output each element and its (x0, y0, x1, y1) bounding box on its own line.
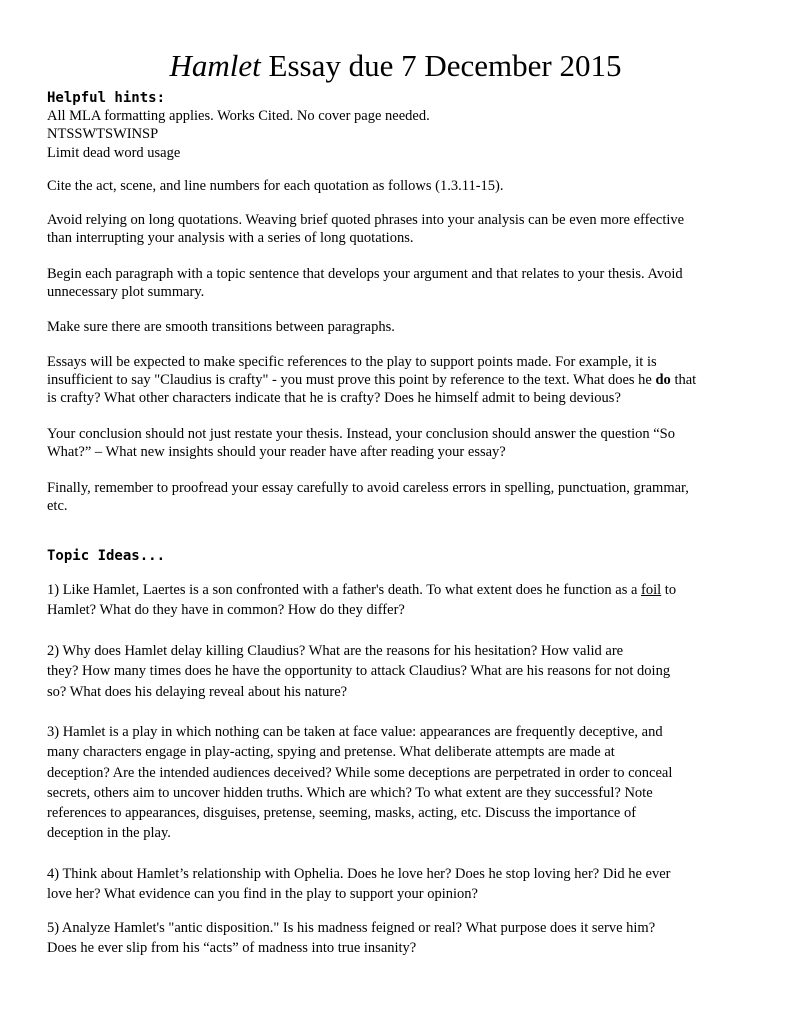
paragraph-line: unnecessary plot summary. (47, 284, 205, 301)
paragraph-line: references to appearances, disguises, pretense, seeming, masks, acting, etc. Discuss the importance of (47, 805, 637, 822)
text-run: 1) Like Hamlet, Laertes is a son confronted with a father's death. To what extent does he function as a (47, 582, 642, 598)
paragraph-line: 3) Hamlet is a play in which nothing can be taken at face value: appearances are frequently deceptive, and (47, 724, 663, 740)
paragraph-line: Cite the act, scene, and line numbers for each quotation as follows (1.3.11-15). (47, 178, 504, 194)
topic-idea-4 (47, 864, 747, 905)
topic-idea-3 (47, 722, 747, 844)
avoid-quotations-paragraph (47, 211, 747, 247)
paragraph-line: Hamlet? What do they have in common? How do they differ? (47, 602, 405, 619)
emphasis-do: do (655, 372, 671, 389)
paragraph-line: Essays will be expected to make specific references to the play to support points made. For example, it is (47, 354, 657, 370)
conclusion-paragraph (47, 425, 747, 461)
paragraph-line: than interrupting your analysis with a series of long quotations. (47, 230, 414, 247)
hint-line: NTSSWTSWINSP (47, 126, 159, 143)
title-play-name: Hamlet (169, 48, 261, 83)
paragraph-line: 2) Why does Hamlet delay killing Claudius? What are the reasons for his hesitation? How valid are (47, 643, 624, 659)
paragraph-line: deception? Are the intended audiences deceived? While some deceptions are perpetrated in order to conceal (47, 764, 673, 781)
specific-references-paragraph (47, 353, 747, 408)
underlined-foil: foil (641, 582, 662, 598)
topic-idea-2 (47, 641, 747, 702)
paragraph-line (47, 580, 747, 600)
text-run: to (661, 582, 677, 598)
paragraph-line (47, 371, 747, 389)
hint-line: Limit dead word usage (47, 144, 181, 161)
paragraph-line: love her? What evidence can you find in the play to support your opinion? (47, 886, 478, 903)
paragraph-line: etc. (47, 498, 68, 515)
helpful-hints-heading: Helpful hints: (47, 90, 166, 106)
paragraph-line: secrets, others aim to uncover hidden truths. Which are which? To what extent are they successful? Note (47, 784, 653, 801)
paragraph-line: Begin each paragraph with a topic sentence that develops your argument and that relates to your thesis. Avoid (47, 266, 683, 282)
helpful-hints-section (47, 89, 747, 162)
document-title (0, 47, 791, 85)
topic-idea-1 (47, 580, 747, 621)
paragraph-line: Does he ever slip from his “acts” of madness into true insanity? (47, 940, 417, 957)
paragraph-line: Make sure there are smooth transitions between paragraphs. (47, 319, 395, 335)
paragraph-line: What?” – What new insights should your reader have after reading your essay? (47, 444, 506, 461)
text-run: insufficient to say "Claudius is crafty" - you must prove this point by reference to the text. What does he (47, 372, 656, 389)
hint-line: All MLA formatting applies. Works Cited. No cover page needed. (47, 108, 430, 125)
paragraph-line: 5) Analyze Hamlet's "antic disposition." Is his madness feigned or real? What purpose does it serve him? (47, 920, 656, 936)
cite-paragraph (47, 177, 747, 195)
topic-idea-5 (47, 918, 747, 959)
title-rest: Essay due 7 December 2015 (260, 48, 622, 83)
topic-ideas-heading: Topic Ideas... (47, 548, 166, 564)
paragraph-line: deception in the play. (47, 825, 171, 842)
topic-sentence-paragraph (47, 265, 747, 301)
paragraph-line: Your conclusion should not just restate your thesis. Instead, your conclusion should answer the question “So (47, 426, 675, 442)
transitions-paragraph (47, 318, 747, 336)
text-run: that (670, 372, 697, 389)
paragraph-line: Avoid relying on long quotations. Weaving brief quoted phrases into your analysis can be even more effective (47, 212, 685, 228)
paragraph-line: many characters engage in play-acting, spying and pretense. What deliberate attempts are made at (47, 744, 615, 761)
paragraph-line: they? How many times does he have the opportunity to attack Claudius? What are his reasons for not doing (47, 663, 671, 680)
proofread-paragraph (47, 479, 747, 515)
paragraph-line: 4) Think about Hamlet’s relationship with Ophelia. Does he love her? Does he stop loving her? Did he ever (47, 866, 671, 882)
paragraph-line: is crafty? What other characters indicate that he is crafty? Does he himself admit to being devious? (47, 390, 621, 407)
paragraph-line: Finally, remember to proofread your essay carefully to avoid careless errors in spelling, punctuation, grammar, (47, 480, 689, 496)
paragraph-line: so? What does his delaying reveal about his nature? (47, 683, 348, 700)
